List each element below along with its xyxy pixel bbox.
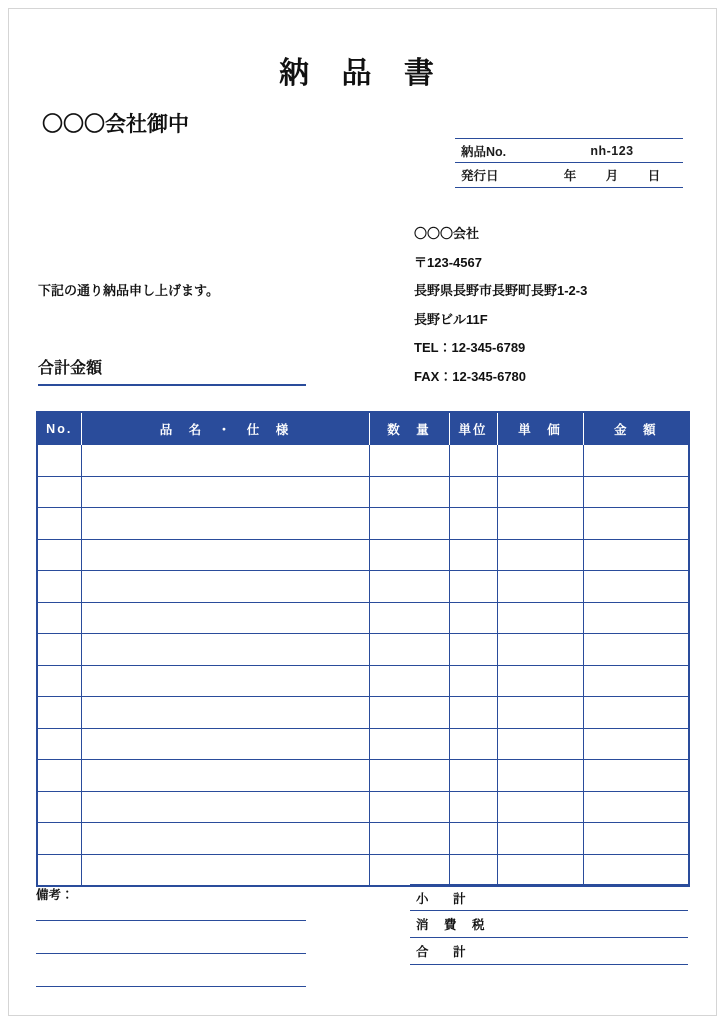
table-row[interactable] <box>37 634 689 666</box>
items-header-no: No. <box>37 412 81 445</box>
items-header-quantity: 数 量 <box>369 412 449 445</box>
cell-unit[interactable] <box>449 791 497 823</box>
cell-qty[interactable] <box>369 665 449 697</box>
cell-name[interactable] <box>81 728 369 760</box>
cell-unit[interactable] <box>449 634 497 666</box>
cell-name[interactable] <box>81 697 369 729</box>
items-header-name: 品 名 ・ 仕 様 <box>81 412 369 445</box>
cell-no[interactable] <box>37 571 81 603</box>
cell-unit[interactable] <box>449 823 497 855</box>
table-row[interactable] <box>37 728 689 760</box>
cell-name[interactable] <box>81 634 369 666</box>
cell-no[interactable] <box>37 791 81 823</box>
summary-row-tax <box>410 911 688 938</box>
table-row[interactable] <box>37 602 689 634</box>
page-title: 納 品 書 <box>279 57 446 90</box>
cell-no[interactable] <box>37 445 81 477</box>
cell-amount[interactable] <box>583 697 689 729</box>
cell-amount[interactable] <box>583 445 689 477</box>
cell-no[interactable] <box>37 508 81 540</box>
summary-label-subtotal: 小 計 <box>416 891 472 906</box>
cell-price[interactable] <box>497 697 583 729</box>
cell-amount[interactable] <box>583 823 689 855</box>
cell-price[interactable] <box>497 539 583 571</box>
addressee: 〇〇〇会社御中 <box>42 113 189 136</box>
issuer-telephone: TEL：12-345-6789 <box>414 340 526 355</box>
cell-qty[interactable] <box>369 697 449 729</box>
cell-qty[interactable] <box>369 634 449 666</box>
cell-unit[interactable] <box>449 697 497 729</box>
table-row[interactable] <box>37 445 689 477</box>
cell-amount[interactable] <box>583 665 689 697</box>
summary-label-tax: 消 費 税 <box>416 918 491 932</box>
cell-amount[interactable] <box>583 476 689 508</box>
cell-no[interactable] <box>37 728 81 760</box>
cell-unit[interactable] <box>449 571 497 603</box>
cell-amount[interactable] <box>583 602 689 634</box>
summary-row-subtotal <box>410 884 688 911</box>
cell-qty[interactable] <box>369 571 449 603</box>
cell-amount[interactable] <box>583 854 689 886</box>
cell-no[interactable] <box>37 823 81 855</box>
cell-unit[interactable] <box>449 728 497 760</box>
items-header-amount: 金 額 <box>583 412 689 445</box>
cell-no[interactable] <box>37 539 81 571</box>
table-row[interactable] <box>37 476 689 508</box>
cell-qty[interactable] <box>369 539 449 571</box>
total-amount-label: 合計金額 <box>38 360 103 377</box>
cell-no[interactable] <box>37 665 81 697</box>
items-table-body <box>37 445 689 887</box>
cell-amount[interactable] <box>583 760 689 792</box>
cell-name[interactable] <box>81 602 369 634</box>
cell-price[interactable] <box>497 854 583 886</box>
cell-no[interactable] <box>37 602 81 634</box>
cell-amount[interactable] <box>583 791 689 823</box>
cell-price[interactable] <box>497 728 583 760</box>
issue-date-day-label: 日 <box>647 169 661 183</box>
cell-qty[interactable] <box>369 728 449 760</box>
cell-price[interactable] <box>497 760 583 792</box>
meta-row-delivery-no <box>455 138 683 163</box>
cell-price[interactable] <box>497 791 583 823</box>
cell-no[interactable] <box>37 760 81 792</box>
table-row[interactable] <box>37 508 689 540</box>
cell-no[interactable] <box>37 634 81 666</box>
table-row[interactable] <box>37 697 689 729</box>
cell-unit[interactable] <box>449 476 497 508</box>
cell-qty[interactable] <box>369 602 449 634</box>
cell-price[interactable] <box>497 665 583 697</box>
summary-row-total <box>410 938 688 965</box>
cell-name[interactable] <box>81 665 369 697</box>
summary-block <box>410 884 688 965</box>
cell-amount[interactable] <box>583 634 689 666</box>
cell-qty[interactable] <box>369 823 449 855</box>
cell-qty[interactable] <box>369 854 449 886</box>
cell-price[interactable] <box>497 476 583 508</box>
table-row[interactable] <box>37 571 689 603</box>
cell-name[interactable] <box>81 791 369 823</box>
items-table <box>36 411 690 887</box>
cell-unit[interactable] <box>449 760 497 792</box>
table-row[interactable] <box>37 539 689 571</box>
items-table-header-row <box>37 412 689 445</box>
cell-unit[interactable] <box>449 445 497 477</box>
cell-qty[interactable] <box>369 791 449 823</box>
cell-price[interactable] <box>497 602 583 634</box>
cell-unit[interactable] <box>449 508 497 540</box>
issuer-company: 〇〇〇会社 <box>414 226 480 241</box>
cell-name[interactable] <box>81 760 369 792</box>
cell-amount[interactable] <box>583 539 689 571</box>
table-row[interactable] <box>37 854 689 886</box>
summary-label-total: 合 計 <box>416 945 472 959</box>
table-row[interactable] <box>37 760 689 792</box>
cell-unit[interactable] <box>449 665 497 697</box>
remarks-line-1[interactable] <box>36 909 306 921</box>
cell-qty[interactable] <box>369 445 449 477</box>
issuer-address-line-1: 長野県長野市長野町長野1-2-3 <box>414 283 588 298</box>
meta-label-issue-date: 発行日 <box>461 169 499 183</box>
cell-amount[interactable] <box>583 571 689 603</box>
cell-price[interactable] <box>497 445 583 477</box>
cell-amount[interactable] <box>583 508 689 540</box>
items-header-unit: 単位 <box>449 412 497 445</box>
cell-name[interactable] <box>81 823 369 855</box>
table-row[interactable] <box>37 823 689 855</box>
cell-name[interactable] <box>81 508 369 540</box>
remarks-label: 備考： <box>36 888 74 902</box>
issuer-postal-code: 〒123-4567 <box>414 254 482 270</box>
meta-value-issue-date[interactable] <box>541 166 683 184</box>
cell-unit[interactable] <box>449 854 497 886</box>
meta-row-issue-date <box>455 163 683 188</box>
total-amount-field[interactable] <box>38 355 306 386</box>
cell-name[interactable] <box>81 445 369 477</box>
cell-price[interactable] <box>497 571 583 603</box>
issuer-address-line-2: 長野ビル11F <box>414 311 488 327</box>
cell-name[interactable] <box>81 571 369 603</box>
cell-no[interactable] <box>37 697 81 729</box>
cell-no[interactable] <box>37 854 81 886</box>
table-row[interactable] <box>37 791 689 823</box>
remarks-line-3[interactable] <box>36 954 306 987</box>
remarks-block <box>36 885 306 987</box>
items-header-unit-price: 単 価 <box>497 412 583 445</box>
cell-price[interactable] <box>497 634 583 666</box>
cell-no[interactable] <box>37 476 81 508</box>
issue-date-year-label: 年 <box>563 169 577 183</box>
issuer-fax: FAX：12-345-6780 <box>414 368 527 384</box>
cell-name[interactable] <box>81 539 369 571</box>
meta-value-delivery-no[interactable]: nh-123 <box>590 143 634 158</box>
issuer-block <box>414 220 587 391</box>
cell-qty[interactable] <box>369 508 449 540</box>
issue-date-month-label: 月 <box>605 169 619 183</box>
cell-price[interactable] <box>497 508 583 540</box>
remarks-line-2[interactable] <box>36 921 306 954</box>
delivery-note-sentence: 下記の通り納品申し上げます。 <box>38 283 219 298</box>
cell-unit[interactable] <box>449 539 497 571</box>
cell-name[interactable] <box>81 476 369 508</box>
table-row[interactable] <box>37 665 689 697</box>
document-meta-table <box>455 138 683 188</box>
cell-qty[interactable] <box>369 476 449 508</box>
cell-qty[interactable] <box>369 760 449 792</box>
cell-unit[interactable] <box>449 602 497 634</box>
cell-name[interactable] <box>81 854 369 886</box>
cell-amount[interactable] <box>583 728 689 760</box>
cell-price[interactable] <box>497 823 583 855</box>
meta-label-delivery-no: 納品No. <box>461 144 507 159</box>
